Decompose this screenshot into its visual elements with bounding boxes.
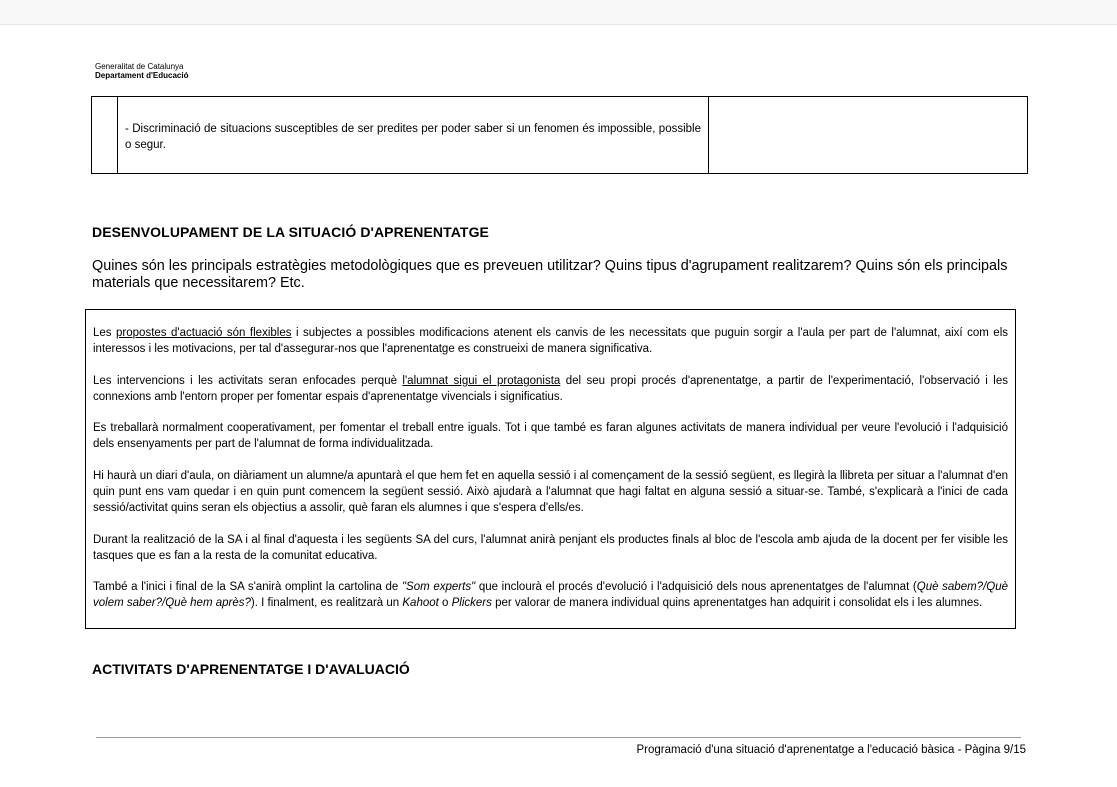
paragraph-4: Hi haurà un diari d'aula, on diàriament un alumne/a apuntarà el que hem fet en aquella sessió i al començament de la sessió següent, es llegirà la llibreta per situar a l'alumnat d'en quin punt ens vam quedar i en quin punt comencem la següent sessió. Això ajudarà a l'alumnat que hagi faltat en alguna sessió a situar-se. També, s'explicarà a l'inici de cada sessió/activitat quins seran els objectius a assolir, què faran els alumnes i que s'espera d'ells/es. bbox=[93, 470, 1008, 514]
paragraph-2: Les intervencions i les activitats seran enfocades perquè l'alumnat sigui el protagonista del seu propi procés d'aprenentatge, a partir de l'experimentació, l'observació i les connexions amb l'entorn proper per fomentar espais d'aprenentatge vivencials i significatius. bbox=[93, 375, 1008, 403]
underlined-phrase: propostes d'actuació són flexibles bbox=[116, 327, 292, 339]
continuation-table bbox=[91, 96, 1028, 174]
section-heading-development: DESENVOLUPAMENT DE LA SITUACIÓ D'APRENENTATGE bbox=[92, 224, 489, 240]
page-footer: Programació d'una situació d'aprenentatge a l'educació bàsica - Pàgina 9/15 bbox=[636, 744, 1026, 756]
org-name: Generalitat de Catalunya bbox=[95, 62, 184, 71]
paragraph-1: Les propostes d'actuació són flexibles i subjectes a possibles modificacions atenent els canvis de les necessitats que puguin sorgir a l'aula per part de l'alumnat, així com els interessos i les motivacions, per tal d'assegurar-nos que l'aprenentatge es construeixi de manera significativa. bbox=[93, 327, 1009, 355]
section-question: Quines són les principals estratègies metodològiques que es preveuen utilitzar? Quins tipus d'agrupament realitzarem? Quins són els principals materials que necessitarem? Etc. bbox=[92, 258, 1008, 291]
methodology-box bbox=[85, 309, 1016, 629]
table-cell-text: - Discriminació de situacions susceptibles de ser predites per poder saber si un fenomen és impossible, possible o segur. bbox=[125, 123, 701, 151]
paragraph-3: Es treballarà normalment cooperativament, per fomentar el treball entre iguals. Tot i que també es faran algunes activitats de manera individual per veure l'evolució i l'adquisició dels ensenyaments per part de l'alumnat de forma individualitzada. bbox=[93, 422, 1008, 450]
footer-divider bbox=[96, 737, 1021, 738]
viewer-top-bar bbox=[0, 0, 1117, 25]
org-header bbox=[95, 62, 188, 80]
section-heading-activities: ACTIVITATS D'APRENENTATGE I D'AVALUACIÓ bbox=[92, 661, 410, 677]
department-name: Departament d'Educació bbox=[95, 71, 189, 80]
underlined-phrase: l'alumnat sigui el protagonista bbox=[402, 375, 561, 387]
table-cell-content bbox=[118, 97, 709, 173]
paragraph-5: Durant la realització de la SA i al final d'aquesta i les següents SA del curs, l'alumnat anirà penjant els productes finals al bloc de l'escola amb ajuda de la docent per fer visible les tasques que es fan a la resta de la comunitat educativa. bbox=[93, 534, 1008, 562]
table-cell-index bbox=[92, 97, 118, 173]
paragraph-6: També a l'inici i final de la SA s'anirà omplint la cartolina de "Som experts" que inclourà el procés d'evolució i l'adquisició dels nous aprenentatges de l'alumnat (Què sabem?/Què volem saber?/Què hem après?). I finalment, es realitzarà un Kahoot o Plickers per valorar de manera individual quins aprenentatges han adquirit i consolidat els i les alumnes. bbox=[93, 581, 1009, 609]
